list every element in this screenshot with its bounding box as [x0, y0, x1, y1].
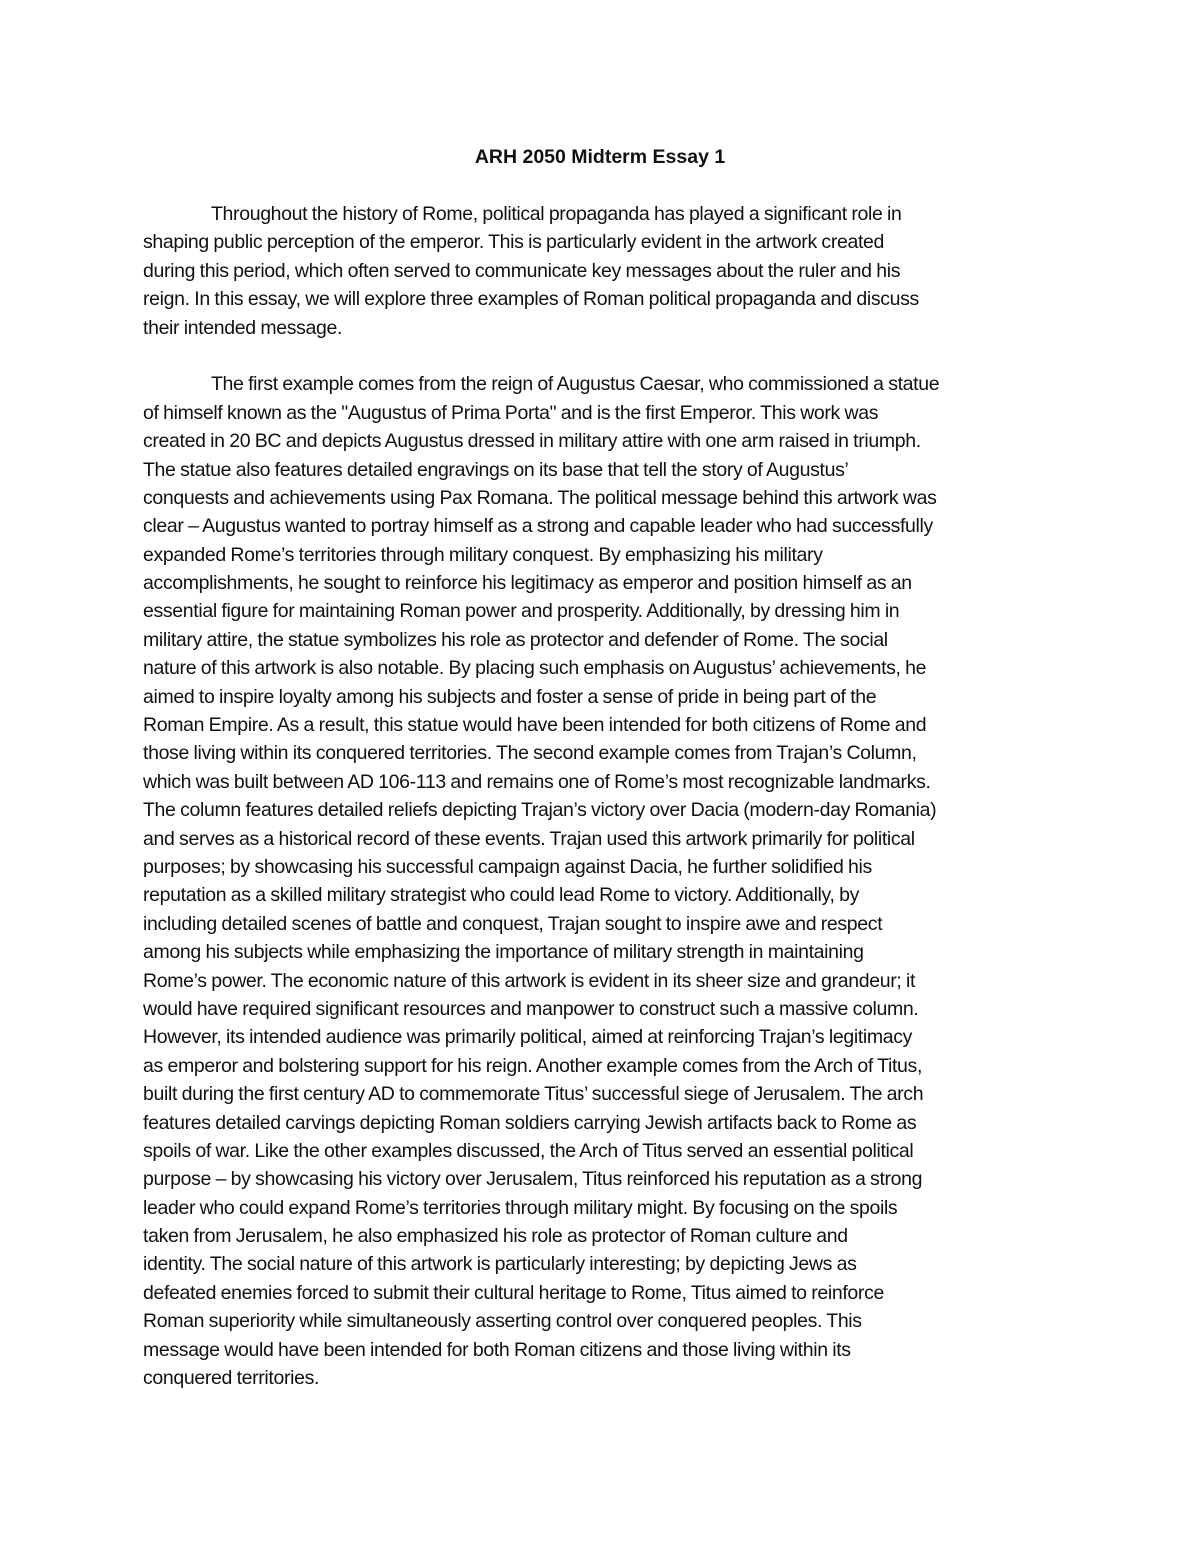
paragraph-line: message would have been intended for both Roman citizens and those living within its — [143, 1338, 851, 1361]
paragraph-line: those living within its conquered territories. The second example comes from Trajan’s Column, — [143, 742, 917, 765]
paragraph-line: taken from Jerusalem, he also emphasized his role as protector of Roman culture and — [143, 1225, 848, 1248]
paragraph-line: expanded Rome’s territories through military conquest. By emphasizing his military — [143, 543, 823, 566]
paragraph-line: among his subjects while emphasizing the importance of military strength in maintaining — [143, 941, 864, 964]
paragraph-spacer — [143, 342, 1073, 370]
paragraph-line: defeated enemies forced to submit their cultural heritage to Rome, Titus aimed to reinforce — [143, 1281, 884, 1304]
paragraph-line: The first example comes from the reign of Augustus Caesar, who commissioned a statue — [211, 373, 940, 396]
paragraph-line: The statue also features detailed engravings on its base that tell the story of Augustus’ — [143, 458, 849, 481]
paragraph-line: reputation as a skilled military strategist who could lead Rome to victory. Additionally, by — [143, 884, 860, 907]
paragraph-line: purposes; by showcasing his successful campaign against Dacia, he further solidified his — [143, 855, 872, 878]
paragraph-line: accomplishments, he sought to reinforce his legitimacy as emperor and position himself as an — [143, 572, 912, 595]
paragraph-line: spoils of war. Like the other examples discussed, the Arch of Titus served an essential political — [143, 1139, 914, 1162]
paragraph-line: Roman superiority while simultaneously asserting control over conquered peoples. This — [143, 1310, 862, 1333]
paragraph-line: created in 20 BC and depicts Augustus dressed in military attire with one arm raised in triumph. — [143, 430, 921, 453]
essay-body — [143, 200, 1073, 1392]
paragraph-line: Rome’s power. The economic nature of this artwork is evident in its sheer size and grandeur; it — [143, 969, 916, 992]
paragraph-line: as emperor and bolstering support for his reign. Another example comes from the Arch of Titus, — [143, 1054, 923, 1077]
paragraph-line: clear – Augustus wanted to portray himself as a strong and capable leader who had successfully — [143, 515, 933, 538]
paragraph-line: However, its intended audience was primarily political, aimed at reinforcing Trajan’s legitimacy — [143, 1026, 913, 1049]
paragraph-line: conquered territories. — [143, 1367, 320, 1390]
paragraph-line: reign. In this essay, we will explore three examples of Roman political propaganda and discuss — [143, 288, 919, 311]
essay-paragraph — [143, 370, 1073, 1392]
paragraph-line: Throughout the history of Rome, political propaganda has played a significant role in — [211, 203, 902, 225]
paragraph-line: and serves as a historical record of these events. Trajan used this artwork primarily for political — [143, 827, 915, 850]
paragraph-line: features detailed carvings depicting Roman soldiers carrying Jewish artifacts back to Rome as — [143, 1111, 917, 1134]
paragraph-line: shaping public perception of the emperor. This is particularly evident in the artwork created — [143, 231, 885, 254]
paragraph-line: nature of this artwork is also notable. By placing such emphasis on Augustus’ achievements, he — [143, 657, 927, 680]
paragraph-line: military attire, the statue symbolizes his role as protector and defender of Rome. The social — [143, 628, 888, 651]
paragraph-line: during this period, which often served to communicate key messages about the ruler and his — [143, 259, 901, 282]
paragraph-line: identity. The social nature of this artwork is particularly interesting; by depicting Jews as — [143, 1253, 857, 1276]
paragraph-line: leader who could expand Rome’s territories through military might. By focusing on the spoils — [143, 1196, 898, 1219]
paragraph-line: which was built between AD 106-113 and remains one of Rome’s most recognizable landmarks. — [143, 770, 931, 793]
paragraph-line: their intended message. — [143, 316, 343, 339]
paragraph-line: including detailed scenes of battle and conquest, Trajan sought to inspire awe and respect — [143, 912, 883, 935]
paragraph-line: The column features detailed reliefs depicting Trajan’s victory over Dacia (modern-day Romania) — [143, 799, 937, 822]
paragraph-line: built during the first century AD to commemorate Titus’ successful siege of Jerusalem. The arch — [143, 1083, 924, 1106]
paragraph-line: purpose – by showcasing his victory over Jerusalem, Titus reinforced his reputation as a strong — [143, 1168, 923, 1191]
paragraph-line: would have required significant resources and manpower to construct such a massive column. — [143, 997, 919, 1020]
paragraph-line: of himself known as the "Augustus of Prima Porta" and is the first Emperor. This work was — [143, 401, 879, 424]
paragraph-line: conquests and achievements using Pax Romana. The political message behind this artwork was — [143, 486, 937, 509]
paragraph-line: aimed to inspire loyalty among his subjects and foster a sense of pride in being part of the — [143, 685, 877, 708]
essay-paragraph — [143, 200, 1073, 342]
document-title: ARH 2050 Midterm Essay 1 — [474, 146, 726, 168]
paragraph-line: essential figure for maintaining Roman power and prosperity. Additionally, by dressing him in — [143, 600, 900, 623]
paragraph-line: Roman Empire. As a result, this statue would have been intended for both citizens of Rome and — [143, 714, 927, 737]
